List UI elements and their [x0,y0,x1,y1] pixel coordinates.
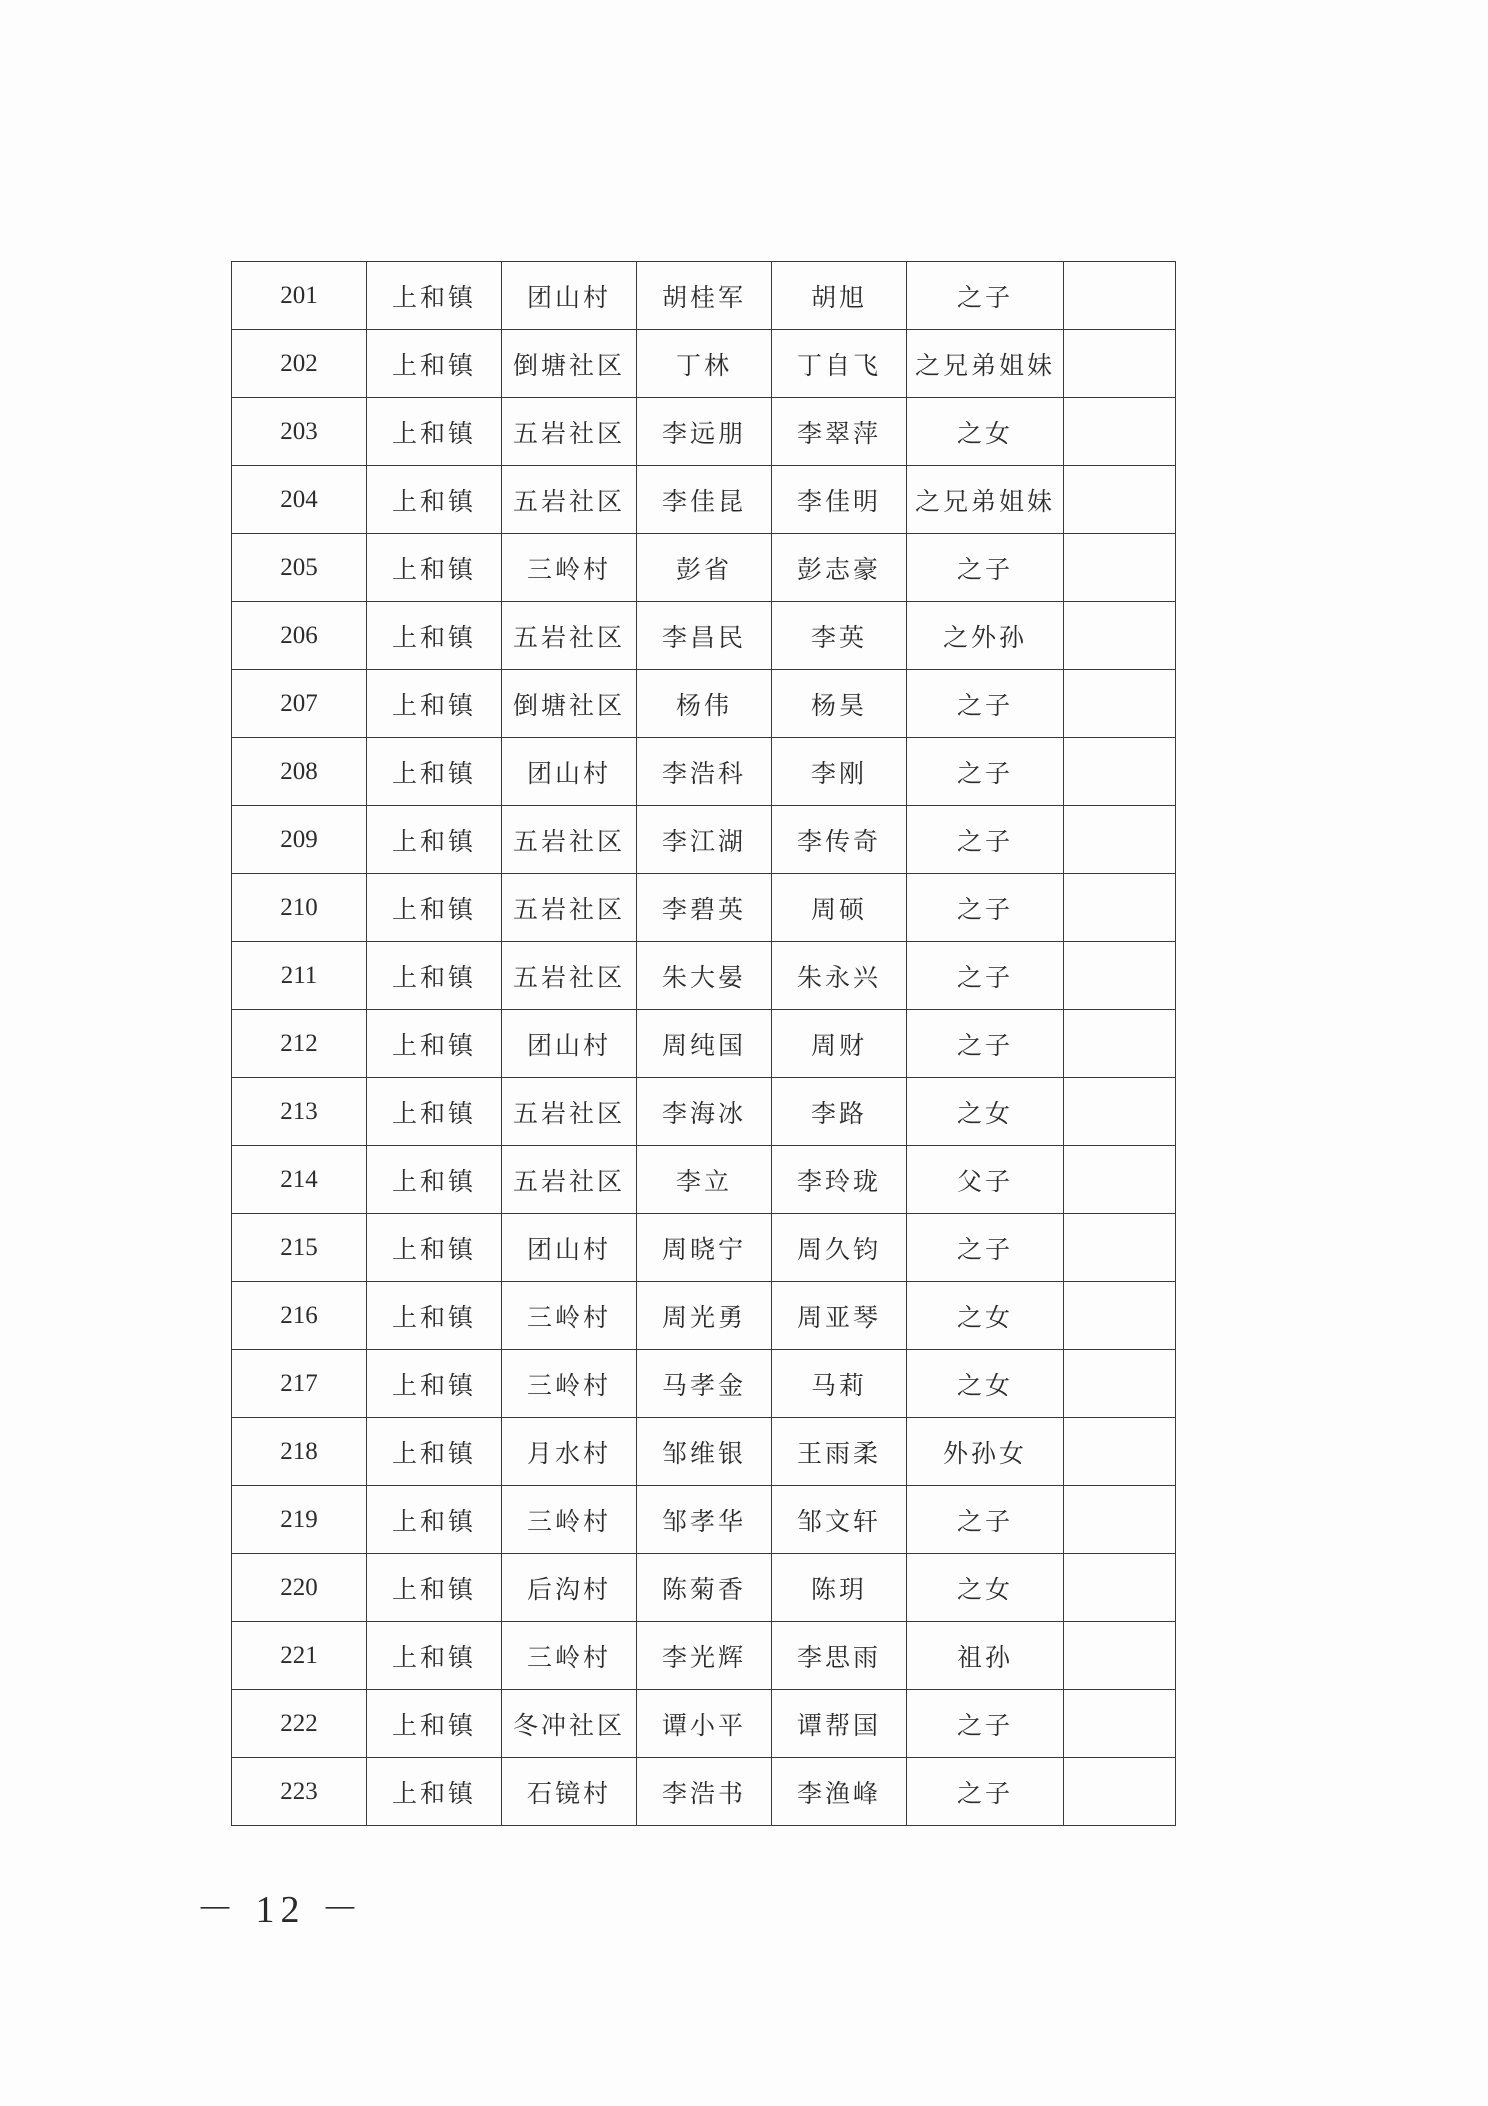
cell-relation: 之兄弟姐妹 [907,330,1064,398]
cell-village: 五岩社区 [502,874,637,942]
cell-number: 215 [232,1214,367,1282]
table-row [232,1214,1176,1282]
cell-name: 邹维银 [637,1418,772,1486]
cell-note [1064,670,1176,738]
table-row [232,534,1176,602]
cell-number: 212 [232,1010,367,1078]
cell-village: 三岭村 [502,1622,637,1690]
table-row [232,1622,1176,1690]
cell-name: 邹孝华 [637,1486,772,1554]
cell-number: 210 [232,874,367,942]
cell-related-name: 彭志豪 [772,534,907,602]
cell-note [1064,1486,1176,1554]
cell-relation: 之子 [907,738,1064,806]
table-row [232,670,1176,738]
cell-note [1064,1010,1176,1078]
cell-relation: 之子 [907,534,1064,602]
cell-relation: 之子 [907,670,1064,738]
cell-town: 上和镇 [367,1146,502,1214]
cell-related-name: 李思雨 [772,1622,907,1690]
cell-village: 五岩社区 [502,806,637,874]
cell-note [1064,1622,1176,1690]
cell-name: 彭省 [637,534,772,602]
cell-number: 223 [232,1758,367,1826]
cell-note [1064,1350,1176,1418]
table-row [232,738,1176,806]
cell-village: 三岭村 [502,534,637,602]
cell-village: 五岩社区 [502,602,637,670]
cell-related-name: 周硕 [772,874,907,942]
cell-village: 月水村 [502,1418,637,1486]
cell-town: 上和镇 [367,466,502,534]
table-row [232,1758,1176,1826]
cell-related-name: 周财 [772,1010,907,1078]
cell-related-name: 李渔峰 [772,1758,907,1826]
cell-name: 马孝金 [637,1350,772,1418]
cell-note [1064,534,1176,602]
cell-note [1064,1214,1176,1282]
cell-number: 203 [232,398,367,466]
cell-related-name: 杨昊 [772,670,907,738]
cell-town: 上和镇 [367,1282,502,1350]
cell-relation: 之女 [907,1554,1064,1622]
cell-village: 五岩社区 [502,466,637,534]
table-row [232,1350,1176,1418]
cell-related-name: 邹文轩 [772,1486,907,1554]
cell-number: 216 [232,1282,367,1350]
cell-number: 205 [232,534,367,602]
cell-name: 李浩书 [637,1758,772,1826]
cell-village: 五岩社区 [502,942,637,1010]
cell-relation: 之子 [907,1690,1064,1758]
cell-name: 丁林 [637,330,772,398]
cell-village: 团山村 [502,262,637,330]
cell-town: 上和镇 [367,670,502,738]
cell-related-name: 王雨柔 [772,1418,907,1486]
cell-village: 三岭村 [502,1282,637,1350]
table-row [232,1554,1176,1622]
cell-relation: 之女 [907,398,1064,466]
cell-note [1064,1418,1176,1486]
cell-town: 上和镇 [367,1690,502,1758]
cell-note [1064,806,1176,874]
cell-relation: 祖孙 [907,1622,1064,1690]
cell-village: 五岩社区 [502,398,637,466]
table-row [232,262,1176,330]
cell-note [1064,330,1176,398]
cell-name: 周光勇 [637,1282,772,1350]
cell-name: 李碧英 [637,874,772,942]
cell-related-name: 周久钧 [772,1214,907,1282]
cell-village: 团山村 [502,1010,637,1078]
cell-village: 三岭村 [502,1486,637,1554]
table-row [232,602,1176,670]
cell-town: 上和镇 [367,398,502,466]
cell-number: 217 [232,1350,367,1418]
cell-note [1064,1554,1176,1622]
cell-name: 李远朋 [637,398,772,466]
cell-town: 上和镇 [367,738,502,806]
cell-related-name: 陈玥 [772,1554,907,1622]
cell-town: 上和镇 [367,1010,502,1078]
cell-name: 李浩科 [637,738,772,806]
cell-number: 201 [232,262,367,330]
cell-note [1064,1146,1176,1214]
cell-name: 谭小平 [637,1690,772,1758]
cell-note [1064,602,1176,670]
cell-town: 上和镇 [367,1078,502,1146]
roster-table [231,261,1176,1826]
cell-number: 214 [232,1146,367,1214]
cell-related-name: 周亚琴 [772,1282,907,1350]
cell-name: 李江湖 [637,806,772,874]
cell-town: 上和镇 [367,1554,502,1622]
cell-note [1064,1282,1176,1350]
cell-village: 团山村 [502,1214,637,1282]
cell-name: 朱大晏 [637,942,772,1010]
cell-relation: 之女 [907,1282,1064,1350]
cell-town: 上和镇 [367,1486,502,1554]
cell-town: 上和镇 [367,806,502,874]
table-row [232,874,1176,942]
cell-relation: 之子 [907,874,1064,942]
cell-note [1064,1690,1176,1758]
cell-name: 周晓宁 [637,1214,772,1282]
cell-village: 石镜村 [502,1758,637,1826]
cell-name: 李佳昆 [637,466,772,534]
cell-related-name: 李路 [772,1078,907,1146]
cell-related-name: 李玲珑 [772,1146,907,1214]
cell-related-name: 马莉 [772,1350,907,1418]
cell-town: 上和镇 [367,262,502,330]
cell-related-name: 胡旭 [772,262,907,330]
cell-name: 李海冰 [637,1078,772,1146]
cell-number: 208 [232,738,367,806]
table-row [232,806,1176,874]
cell-village: 冬冲社区 [502,1690,637,1758]
cell-relation: 之兄弟姐妹 [907,466,1064,534]
cell-village: 团山村 [502,738,637,806]
table-row [232,1282,1176,1350]
cell-name: 胡桂军 [637,262,772,330]
cell-related-name: 李佳明 [772,466,907,534]
cell-name: 杨伟 [637,670,772,738]
cell-number: 202 [232,330,367,398]
cell-relation: 之子 [907,262,1064,330]
cell-note [1064,942,1176,1010]
cell-relation: 之子 [907,1010,1064,1078]
cell-note [1064,1078,1176,1146]
cell-number: 209 [232,806,367,874]
page-number: － 12 － [196,1889,366,1931]
cell-relation: 之外孙 [907,602,1064,670]
cell-note [1064,466,1176,534]
table-row [232,1486,1176,1554]
cell-relation: 之子 [907,1758,1064,1826]
table-row [232,1418,1176,1486]
cell-number: 218 [232,1418,367,1486]
cell-number: 219 [232,1486,367,1554]
cell-related-name: 谭帮国 [772,1690,907,1758]
cell-note [1064,398,1176,466]
cell-town: 上和镇 [367,874,502,942]
cell-related-name: 丁自飞 [772,330,907,398]
cell-note [1064,1758,1176,1826]
table-row [232,942,1176,1010]
cell-name: 陈菊香 [637,1554,772,1622]
table-row [232,1690,1176,1758]
cell-related-name: 李传奇 [772,806,907,874]
cell-relation: 父子 [907,1146,1064,1214]
cell-village: 后沟村 [502,1554,637,1622]
cell-town: 上和镇 [367,1418,502,1486]
cell-name: 周纯国 [637,1010,772,1078]
cell-village: 五岩社区 [502,1146,637,1214]
cell-relation: 之子 [907,806,1064,874]
table-row [232,1010,1176,1078]
cell-name: 李光辉 [637,1622,772,1690]
cell-town: 上和镇 [367,1622,502,1690]
cell-number: 213 [232,1078,367,1146]
cell-town: 上和镇 [367,534,502,602]
cell-relation: 之子 [907,1214,1064,1282]
cell-name: 李立 [637,1146,772,1214]
cell-note [1064,874,1176,942]
cell-village: 五岩社区 [502,1078,637,1146]
cell-relation: 之女 [907,1350,1064,1418]
cell-village: 倒塘社区 [502,330,637,398]
roster-table-body [232,262,1176,1826]
cell-number: 204 [232,466,367,534]
table-row [232,1078,1176,1146]
cell-village: 三岭村 [502,1350,637,1418]
cell-related-name: 李翠萍 [772,398,907,466]
cell-town: 上和镇 [367,330,502,398]
cell-number: 220 [232,1554,367,1622]
cell-town: 上和镇 [367,1350,502,1418]
cell-relation: 外孙女 [907,1418,1064,1486]
cell-number: 211 [232,942,367,1010]
cell-note [1064,262,1176,330]
cell-town: 上和镇 [367,942,502,1010]
cell-number: 222 [232,1690,367,1758]
cell-number: 207 [232,670,367,738]
cell-related-name: 李英 [772,602,907,670]
cell-relation: 之子 [907,1486,1064,1554]
cell-village: 倒塘社区 [502,670,637,738]
cell-related-name: 朱永兴 [772,942,907,1010]
cell-name: 李昌民 [637,602,772,670]
table-row [232,398,1176,466]
cell-town: 上和镇 [367,602,502,670]
cell-related-name: 李刚 [772,738,907,806]
cell-number: 221 [232,1622,367,1690]
cell-relation: 之子 [907,942,1064,1010]
cell-town: 上和镇 [367,1214,502,1282]
table-row [232,466,1176,534]
table-row [232,1146,1176,1214]
cell-number: 206 [232,602,367,670]
cell-relation: 之女 [907,1078,1064,1146]
cell-town: 上和镇 [367,1758,502,1826]
table-row [232,330,1176,398]
cell-note [1064,738,1176,806]
